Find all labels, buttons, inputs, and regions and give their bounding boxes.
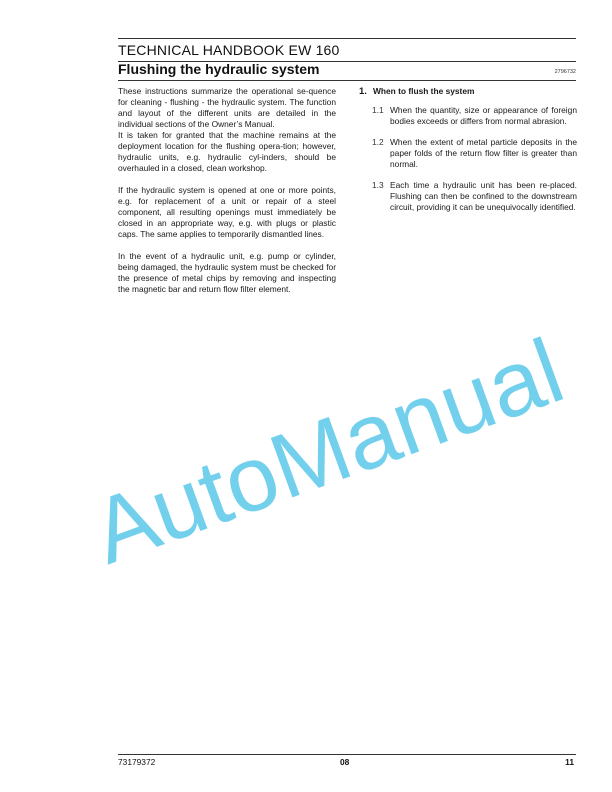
page-number: 11 — [565, 757, 574, 767]
footer-divider — [118, 754, 576, 755]
section-title: Flushing the hydraulic system — [118, 61, 320, 77]
item-number: 1.1 — [372, 105, 384, 115]
heading-text: When to flush the system — [373, 86, 475, 96]
part-number: 73179372 — [118, 757, 156, 767]
item-text: When the extent of metal particle deposits in the paper folds of the return flow filter is greater than normal. — [390, 137, 577, 169]
section-number: 08 — [340, 757, 350, 767]
page-header — [118, 38, 576, 62]
damage-paragraph: In the event of a hydraulic unit, e.g. pump or cylinder, being damaged, the hydraulic system must be checked for the presence of metal chips by removing and inspecting the magnetic bar and return flow filter element. — [118, 251, 336, 294]
deployment-paragraph: It is taken for granted that the machine remains at the deployment location for the flushing opera-tion; however, hydraulic units, e.g. hydraulic cyl-inders, should be overhauled in a closed, clean workshop. — [118, 130, 336, 173]
title-divider — [118, 80, 576, 81]
right-column — [359, 86, 577, 223]
list-item — [359, 180, 577, 213]
watermark-text: AutoManual — [79, 319, 576, 584]
document-code: 2796732 — [554, 69, 576, 75]
intro-paragraph: These instructions summarize the operational se-quence for cleaning - flushing - the hydraulic system. The function and layout of the different units are detailed in the individual sections of the Owner’s Manual. — [118, 86, 336, 129]
left-column — [118, 86, 336, 306]
item-number: 1.3 — [372, 180, 384, 190]
item-text: Each time a hydraulic unit has been re-placed. Flushing can then be confined to the downstream circuit, providing it can be unequivocally identified. — [390, 180, 577, 212]
handbook-title: TECHNICAL HANDBOOK EW 160 — [118, 42, 340, 58]
list-item — [359, 137, 577, 170]
flush-heading — [359, 86, 577, 97]
item-text: When the quantity, size or appearance of foreign bodies exceeds or differs from normal abrasion. — [390, 105, 577, 126]
list-item — [359, 105, 577, 127]
item-number: 1.2 — [372, 137, 384, 147]
heading-number: 1. — [359, 86, 367, 97]
openings-paragraph: If the hydraulic system is opened at one or more points, e.g. for replacement of a unit or repair of a steel component, all resulting openings must immediately be closed in an appropriate way, e.g. with plugs or plastic caps. The same applies to temporarily dismantled lines. — [118, 185, 336, 239]
